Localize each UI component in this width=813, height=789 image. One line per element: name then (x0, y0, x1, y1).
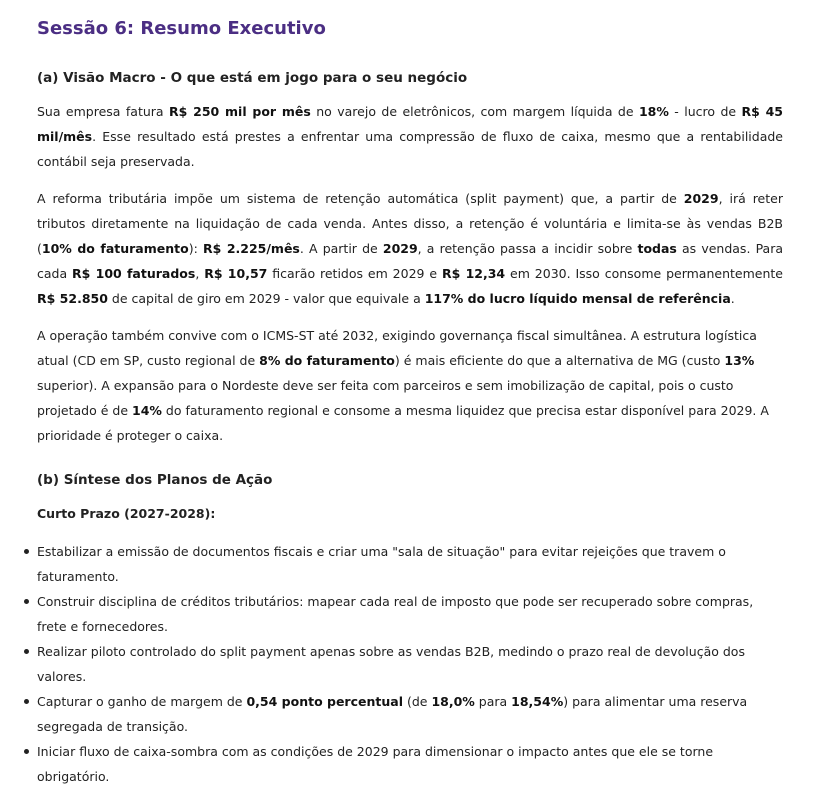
bullet-icon (24, 599, 29, 604)
action-plan-list (37, 539, 783, 789)
section-b-heading: (b) Síntese dos Planos de Ação (37, 472, 273, 488)
list-item: Iniciar fluxo de caixa-sombra com as condições de 2029 para dimensionar o impacto antes que ele se torne obrigatório. (37, 739, 783, 789)
short-term-label: Curto Prazo (2027-2028): (37, 506, 216, 521)
list-item: Capturar o ganho de margem de 0,54 ponto percentual (de 18,0% para 18,54%) para alimentar uma reserva segregada de transição. (37, 689, 783, 739)
list-item: Estabilizar a emissão de documentos fiscais e criar uma "sala de situação" para evitar rejeições que travem o faturamento. (37, 539, 783, 589)
bullet-icon (24, 749, 29, 754)
list-item: Construir disciplina de créditos tributários: mapear cada real de imposto que pode ser recuperado sobre compras, frete e fornecedores. (37, 589, 783, 639)
paragraph-operations: A operação também convive com o ICMS-ST até 2032, exigindo governança fiscal simultânea. A estrutura logística atual (CD em SP, custo regional de 8% do faturamento) é mais eficiente do que a alternativa de MG (custo 13% superior). A expansão para o Nordeste deve ser feita com parceiros e sem imobilização de capital, pois o custo projetado é de 14% do faturamento regional e consome a mesma liquidez que precisa estar disponível para 2029. A prioridade é proteger o caixa. (37, 328, 769, 443)
bullet-icon (24, 549, 29, 554)
paragraph-revenue: Sua empresa fatura R$ 250 mil por mês no varejo de eletrônicos, com margem líquida de 18% - lucro de R$ 45 mil/mês. Esse resultado está prestes a enfrentar uma compressão de fluxo de caixa, mesmo que a rentabilidade contábil seja preservada. (37, 104, 783, 169)
page-title: Sessão 6: Resumo Executivo (37, 18, 326, 39)
bullet-icon (24, 649, 29, 654)
paragraph-tax-reform: A reforma tributária impõe um sistema de retenção automática (split payment) que, a partir de 2029, irá reter tributos diretamente na liquidação de cada venda. Antes disso, a retenção é voluntária e limita-se às vendas B2B (10% do faturamento): R$ 2.225/mês. A partir de 2029, a retenção passa a incidir sobre todas as vendas. Para cada R$ 100 faturados, R$ 10,57 ficarão retidos em 2029 e R$ 12,34 em 2030. Isso consome permanentemente R$ 52.850 de capital de giro em 2029 - valor que equivale a 117% do lucro líquido mensal de referência. (37, 191, 784, 306)
list-item: Realizar piloto controlado do split payment apenas sobre as vendas B2B, medindo o prazo real de devolução dos valores. (37, 639, 783, 689)
section-a-heading: (a) Visão Macro - O que está em jogo para o seu negócio (37, 70, 468, 86)
bullet-icon (24, 699, 29, 704)
